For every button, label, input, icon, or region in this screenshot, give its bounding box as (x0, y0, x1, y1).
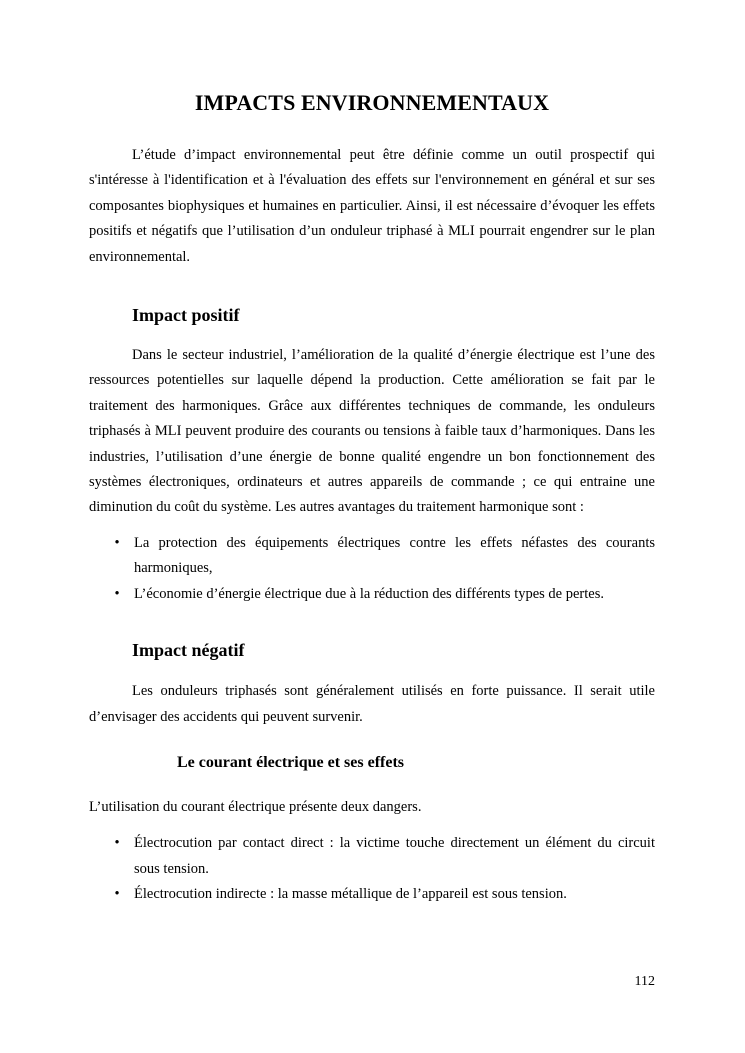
positive-impact-paragraph: Dans le secteur industriel, l’amélioration de la qualité d’énergie électrique est l’une des ressources potentielles sur laquelle dépend la production. Cette amélioration se fait par le traitement des harmoniques. Grâce aux différentes techniques de commande, les onduleurs triphasés à MLI peuvent produire des courants ou tensions à faible taux d’harmoniques. Dans les industries, l’utilisation d’une énergie de bonne qualité engendre un bon fonctionnement des systèmes électroniques, ordinateurs et autres appareils de commande ; ce qui entraine une diminution du coût du système. Les autres avantages du traitement harmonique sont : (89, 347, 655, 516)
list-item (89, 831, 655, 882)
electric-hazards-bullet-list (89, 831, 655, 907)
page-title: IMPACTS ENVIRONNEMENTAUX (194, 90, 550, 115)
page-content (89, 86, 655, 908)
list-item-text: L’économie d’énergie électrique due à la réduction des différents types de pertes. (134, 585, 604, 602)
bullet-icon: • (114, 585, 120, 602)
section-heading-positive-impact: Impact positif (132, 305, 240, 326)
list-item (89, 582, 655, 607)
list-item (89, 882, 655, 907)
list-item-text: Électrocution par contact direct : la victime touche directement un élément du circuit sous tension. (134, 835, 655, 877)
bullet-icon: • (114, 534, 120, 551)
section-heading-negative-impact: Impact négatif (132, 640, 245, 661)
page-number: 112 (634, 974, 655, 989)
negative-impact-paragraph: Les onduleurs triphasés sont généralement utilisés en forte puissance. Il serait utile d’envisager des accidents qui peuvent survenir. (89, 683, 655, 725)
list-item-text: Électrocution indirecte : la masse métallique de l’appareil est sous tension. (134, 886, 567, 903)
positive-impact-bullet-list (89, 531, 655, 607)
bullet-icon: • (114, 835, 120, 852)
subsection-heading-electric-current: Le courant électrique et ses effets (177, 753, 405, 771)
intro-paragraph: L’étude d’impact environnemental peut être définie comme un outil prospectif qui s'intéresse à l'identification et à l'évaluation des effets sur l'environnement en général et sur ses composantes biophysiques et humaines en particulier. Ainsi, il est nécessaire d’évoquer les effets positifs et négatifs que l’utilisation d’un onduleur triphasé à MLI pourrait engendrer sur le plan environnemental. (89, 147, 655, 265)
list-item-text: La protection des équipements électriques contre les effets néfastes des courants harmoniques, (134, 534, 655, 577)
bullet-icon: • (114, 886, 120, 903)
list-item (89, 531, 655, 582)
electric-current-paragraph: L’utilisation du courant électrique présente deux dangers. (89, 798, 422, 815)
